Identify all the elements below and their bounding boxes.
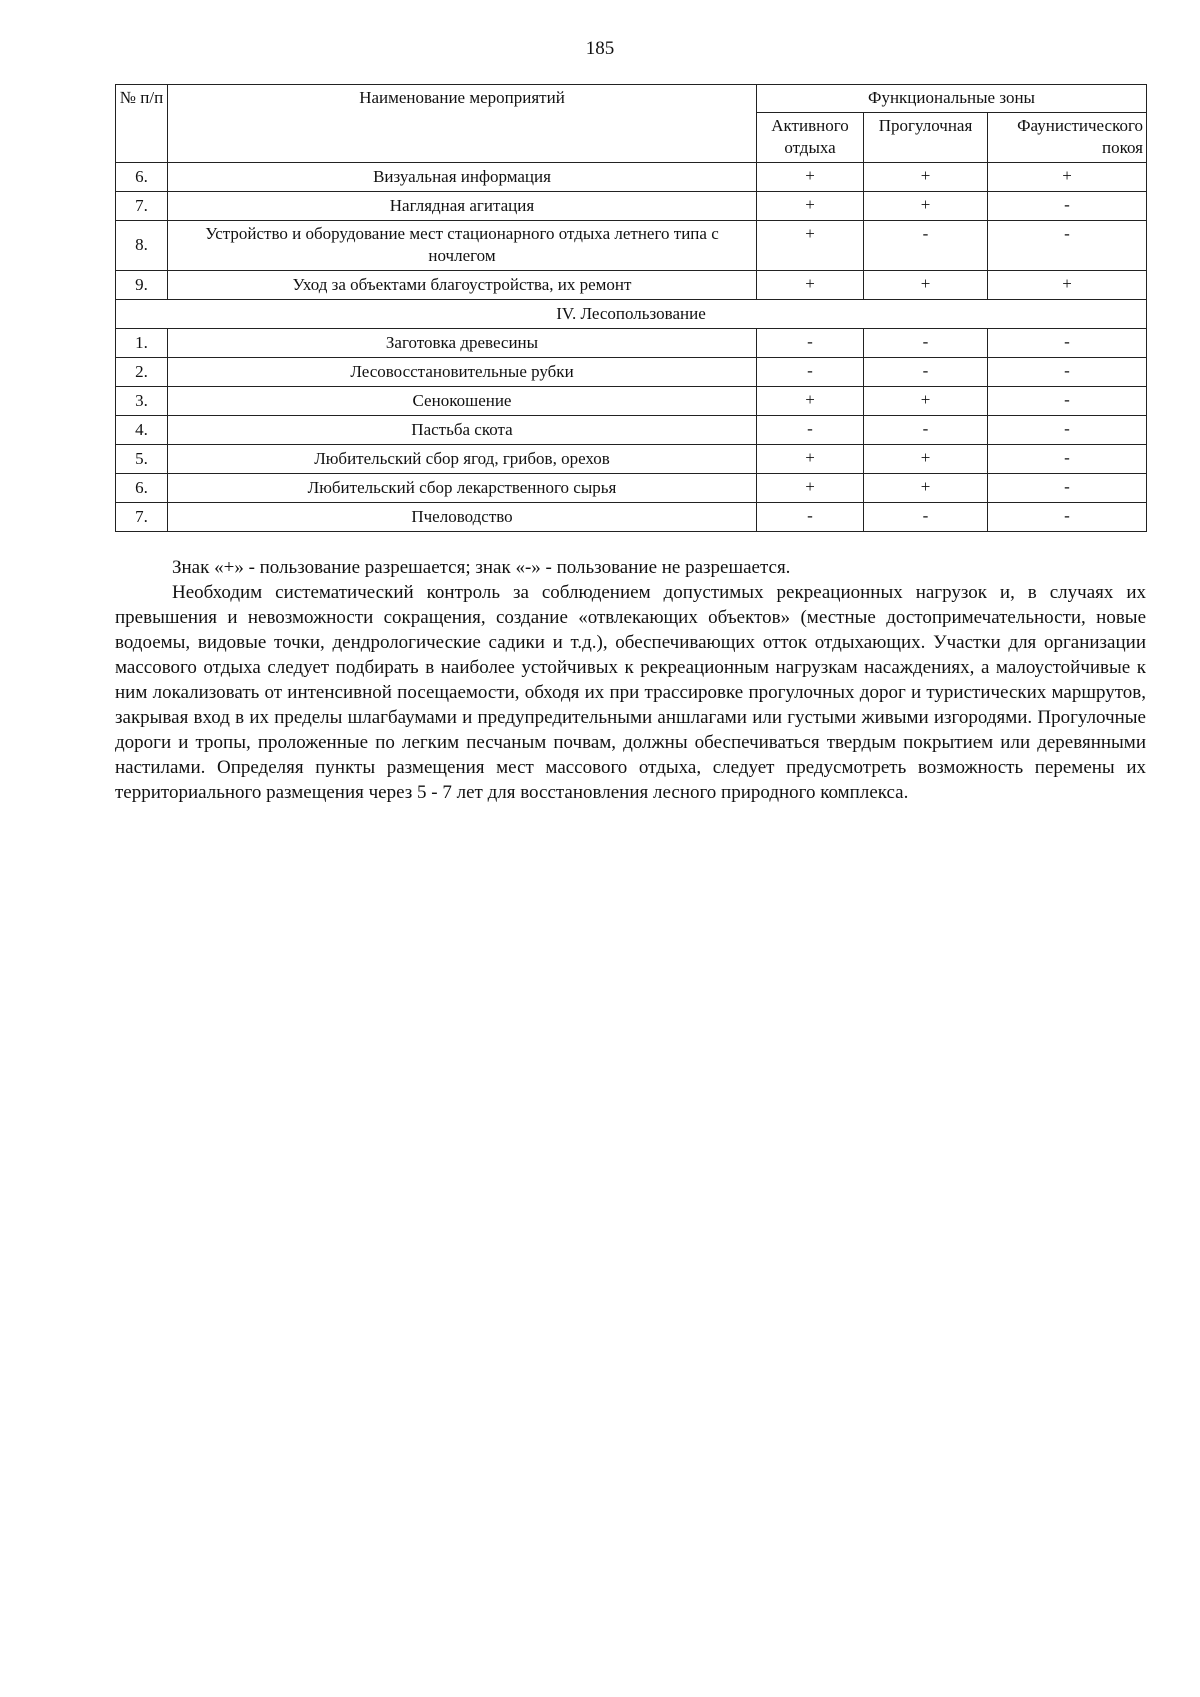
row-num: 7. <box>116 503 168 532</box>
section-row <box>116 300 1147 329</box>
mark-active: - <box>757 329 864 358</box>
row-name: Пастьба скота <box>168 416 757 445</box>
mark-fauna: - <box>988 387 1147 416</box>
row-name: Наглядная агитация <box>168 192 757 221</box>
mark-fauna: - <box>988 445 1147 474</box>
mark-walk: - <box>864 358 988 387</box>
table-row <box>116 445 1147 474</box>
page-number: 185 <box>585 38 615 59</box>
mark-walk: + <box>864 474 988 503</box>
mark-fauna: - <box>988 416 1147 445</box>
table-row <box>116 358 1147 387</box>
row-num: 6. <box>116 163 168 192</box>
row-name: Пчеловодство <box>168 503 757 532</box>
header-zone-active: Активного отдыха <box>757 113 864 163</box>
table-row <box>116 192 1147 221</box>
mark-fauna: - <box>988 474 1147 503</box>
mark-active: + <box>757 474 864 503</box>
legend-note: Знак «+» - пользование разрешается; знак «-» - пользование не разрешается. <box>172 557 791 578</box>
mark-fauna: - <box>988 503 1147 532</box>
mark-active: + <box>757 445 864 474</box>
row-name: Устройство и оборудование мест стационарного отдыха летнего типа с ночлегом <box>168 221 757 271</box>
table-row <box>116 503 1147 532</box>
row-num: 8. <box>116 221 168 271</box>
row-name: Визуальная информация <box>168 163 757 192</box>
header-zone-walk: Прогулочная <box>864 113 988 163</box>
mark-active: - <box>757 358 864 387</box>
mark-walk: + <box>864 163 988 192</box>
table-body-bottom <box>116 329 1147 532</box>
mark-active: - <box>757 503 864 532</box>
row-num: 4. <box>116 416 168 445</box>
mark-fauna: + <box>988 163 1147 192</box>
row-num: 3. <box>116 387 168 416</box>
mark-walk: + <box>864 271 988 300</box>
row-num: 1. <box>116 329 168 358</box>
mark-walk: - <box>864 221 988 271</box>
mark-fauna: - <box>988 329 1147 358</box>
mark-fauna: - <box>988 221 1147 271</box>
mark-active: - <box>757 416 864 445</box>
row-name: Лесовосстановительные рубки <box>168 358 757 387</box>
row-num: 6. <box>116 474 168 503</box>
table-row <box>116 329 1147 358</box>
body-paragraph: Необходим систематический контроль за соблюдением допустимых рекреационных нагрузок и, в случаях их превышения и невозможности сокращения, создание «отвлекающих объектов» (местные достопримечательности, новые водоемы, видовые точки, дендрологические садики и т.д.), обеспечивающих отток отдыхающих. Участки для организации массового отдыха следует подбирать в наиболее устойчивых к рекреационным нагрузкам насаждениях, а малоустойчивые к ним локализовать от интенсивной посещаемости, обходя их при трассировке прогулочных дорог и туристических маршрутов, закрывая вход в их пределы шлагбаумами и предупредительными аншлагами или густыми живыми изгородями. Прогулочные дороги и тропы, проложенные по легким песчаным почвам, должны обеспечиваться твердым покрытием или деревянными настилами. Определяя пункты размещения мест массового отдыха, следует предусмотреть возможность перемены их территориального размещения через 5 - 7 лет для восстановления лесного природного комплекса. <box>115 582 1146 803</box>
table-row <box>116 474 1147 503</box>
mark-active: + <box>757 192 864 221</box>
functional-zones-table <box>115 84 1147 532</box>
mark-fauna: + <box>988 271 1147 300</box>
header-zones: Функциональные зоны <box>757 85 1147 113</box>
row-name: Уход за объектами благоустройства, их ремонт <box>168 271 757 300</box>
mark-walk: + <box>864 387 988 416</box>
mark-walk: - <box>864 503 988 532</box>
header-num: № п/п <box>116 85 168 163</box>
mark-active: + <box>757 271 864 300</box>
row-name: Заготовка древесины <box>168 329 757 358</box>
mark-walk: + <box>864 445 988 474</box>
header-zone-fauna: Фаунистического покоя <box>988 113 1147 163</box>
row-num: 5. <box>116 445 168 474</box>
mark-walk: - <box>864 329 988 358</box>
row-name: Любительский сбор лекарственного сырья <box>168 474 757 503</box>
row-num: 9. <box>116 271 168 300</box>
notes-block <box>115 555 1146 805</box>
header-name: Наименование мероприятий <box>168 85 757 163</box>
table-row <box>116 387 1147 416</box>
table-row <box>116 221 1147 271</box>
mark-walk: - <box>864 416 988 445</box>
row-num: 7. <box>116 192 168 221</box>
row-num: 2. <box>116 358 168 387</box>
table-row <box>116 416 1147 445</box>
table-row <box>116 271 1147 300</box>
mark-active: + <box>757 387 864 416</box>
table-body-top <box>116 163 1147 300</box>
table-row <box>116 163 1147 192</box>
mark-fauna: - <box>988 192 1147 221</box>
row-name: Любительский сбор ягод, грибов, орехов <box>168 445 757 474</box>
mark-fauna: - <box>988 358 1147 387</box>
row-name: Сенокошение <box>168 387 757 416</box>
mark-walk: + <box>864 192 988 221</box>
mark-active: + <box>757 221 864 271</box>
section-title: IV. Лесопользование <box>116 300 1147 329</box>
mark-active: + <box>757 163 864 192</box>
